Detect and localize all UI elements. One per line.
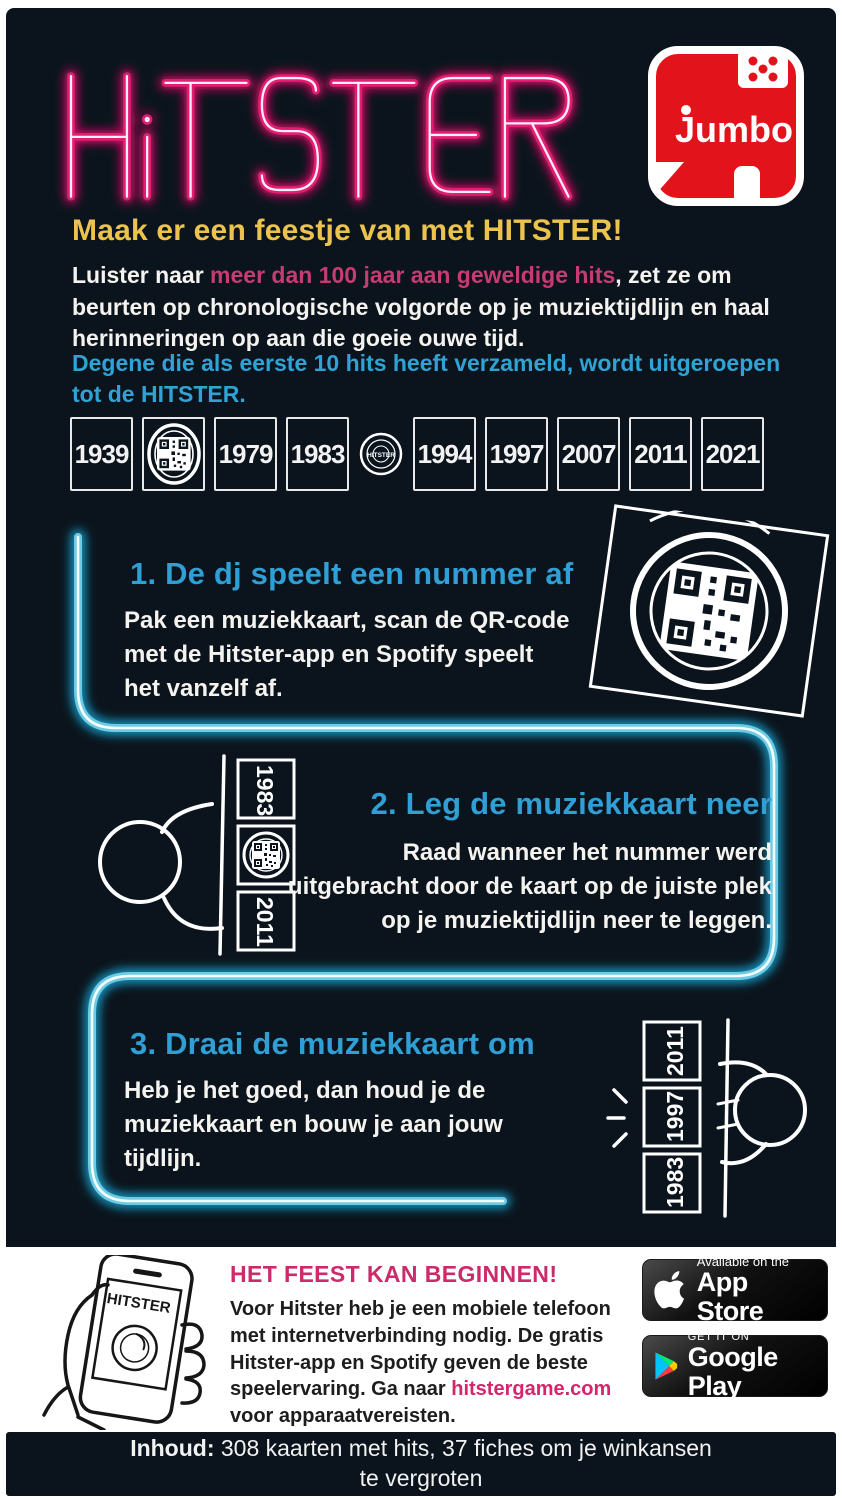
main-panel bbox=[6, 8, 836, 1247]
step3-player-illustration bbox=[598, 1018, 810, 1220]
phone-screen-label: HITSTER bbox=[105, 1290, 172, 1317]
app-section bbox=[6, 1247, 836, 1432]
step1-body: Pak een muziekkaart, scan de QR-code met de Hitster-app en Spotify speelt het vanzelf af. bbox=[124, 607, 570, 703]
qr-year-card bbox=[142, 417, 205, 491]
contents-bar bbox=[6, 1432, 836, 1496]
year-card: 1994 bbox=[413, 417, 476, 491]
jumbo-wordmark: Jumbo bbox=[674, 109, 794, 150]
intro-body-highlight: meer dan 100 jaar aan geweldige hits bbox=[210, 262, 616, 288]
apple-icon bbox=[653, 1268, 688, 1312]
app-heading: HET FEEST KAN BEGINNEN! bbox=[230, 1261, 558, 1287]
app-store-badge[interactable] bbox=[642, 1253, 828, 1326]
contents-label: Inhoud: bbox=[130, 1435, 215, 1462]
step3-card-year: 2011 bbox=[662, 1026, 688, 1076]
year-card: 1979 bbox=[214, 417, 277, 491]
app-body-post: voor apparaatvereisten. bbox=[230, 1405, 456, 1428]
phone-in-hand-illustration bbox=[34, 1255, 219, 1430]
app-body bbox=[230, 1296, 650, 1430]
contents-value: 308 kaarten met hits, 37 fiches om je winkansen te vergroten bbox=[214, 1435, 712, 1491]
step2-body: Raad wanneer het nummer werd uitgebracht door de kaart op de juiste plek op je muziektijdlijn neer te leggen. bbox=[287, 839, 772, 935]
app-body-pre: Voor Hitster heb je een mobiele telefoon met internetverbinding nodig. De gratis Hitster-app en Spotify geven de beste speelervaring. Ga naar bbox=[230, 1298, 611, 1401]
jumbo-logo bbox=[646, 44, 806, 213]
intro-body bbox=[72, 260, 772, 355]
step2-card-year: 1983 bbox=[252, 765, 278, 817]
app-store-name: App Store bbox=[696, 1267, 764, 1326]
hitster-disc-token bbox=[358, 431, 404, 477]
hitster-neon-logo bbox=[44, 52, 584, 221]
year-card: 1997 bbox=[485, 417, 548, 491]
qr-card-art bbox=[146, 421, 202, 487]
timeline-row bbox=[70, 416, 782, 492]
year-card: 2007 bbox=[557, 417, 620, 491]
year-card: 1983 bbox=[286, 417, 349, 491]
step3-body: Heb je het goed, dan houd je de muziekkaart en bouw je aan jouw tijdlijn. bbox=[124, 1077, 503, 1173]
step2-card-year: 2011 bbox=[252, 897, 278, 947]
step3-title: 3. Draai de muziekkaart om bbox=[130, 1026, 535, 1061]
google-play-name: Google Play bbox=[687, 1342, 778, 1401]
step3-card-year: 1997 bbox=[662, 1090, 688, 1142]
app-store-tagline: Available on the bbox=[696, 1253, 790, 1269]
year-card: 1939 bbox=[70, 417, 133, 491]
google-play-icon bbox=[653, 1348, 679, 1384]
step2-title: 2. Leg de muziekkaart neer bbox=[370, 786, 772, 821]
step1-title: 1. De dj speelt een nummer af bbox=[130, 556, 574, 591]
step1-qr-card-illustration bbox=[586, 501, 832, 720]
app-text-block bbox=[230, 1261, 650, 1430]
step3-card-year: 1983 bbox=[662, 1156, 688, 1208]
google-play-tagline: GET IT ON bbox=[687, 1330, 750, 1343]
hitster-neon-letters bbox=[44, 52, 584, 216]
intro-body-pre: Luister naar bbox=[72, 262, 211, 288]
intro-heading: Maak er een feestje van met HITSTER! bbox=[72, 214, 623, 247]
google-play-badge[interactable] bbox=[642, 1330, 828, 1401]
intro-body-post: , zet ze om beurten op chronologische volgorde op je muziektijdlijn en haal herinneringen op aan die goeie ouwe tijd. bbox=[72, 262, 770, 352]
step2-player-illustration bbox=[72, 752, 304, 958]
year-card: 2011 bbox=[629, 417, 692, 491]
store-badges bbox=[642, 1253, 828, 1401]
hitstergame-link[interactable]: hitstergame.com bbox=[451, 1378, 612, 1401]
contents-text bbox=[121, 1434, 721, 1494]
disc-label: HITSTER bbox=[367, 452, 395, 459]
intro-challenge: Degene die als eerste 10 hits heeft verzameld, wordt uitgeroepen tot de HITSTER. bbox=[72, 350, 781, 407]
year-card: 2021 bbox=[701, 417, 764, 491]
